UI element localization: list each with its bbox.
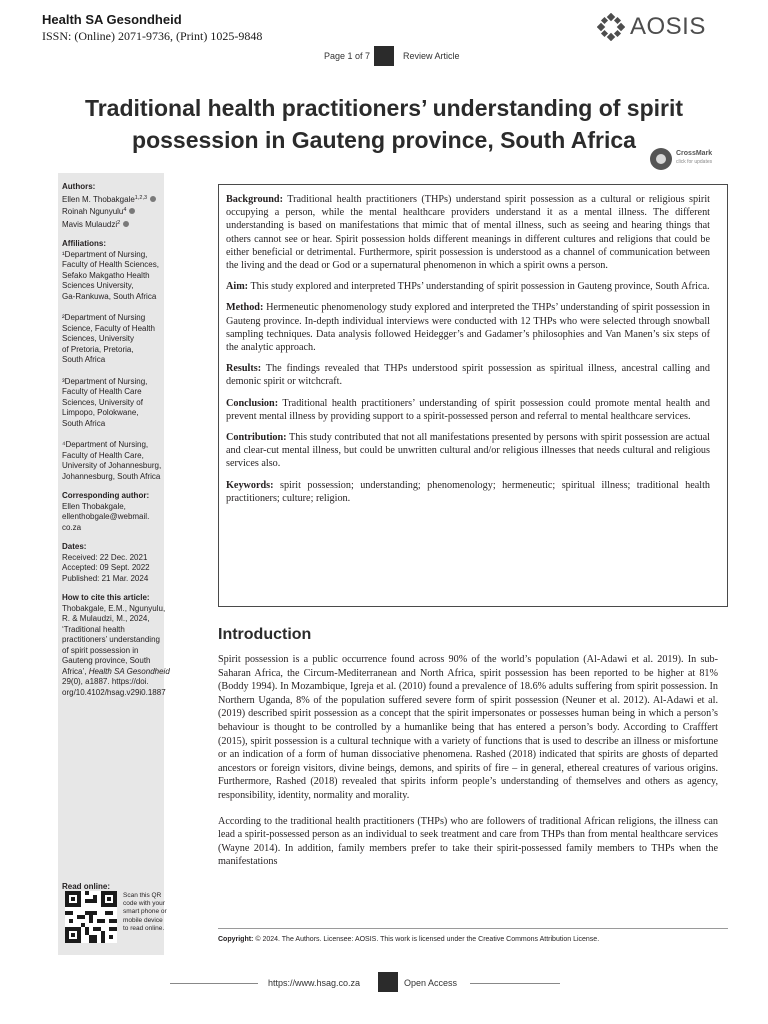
affiliation-line: South Africa [62, 418, 106, 428]
citation-line-journal [62, 667, 190, 678]
footer-url[interactable]: https://www.hsag.co.za [268, 978, 361, 988]
citation-line: of spirit possession in [62, 645, 139, 655]
abstract-text: Hermeneutic phenomenology study explored and interpreted the THPs’ understanding of spirit possession in Gauteng province. In-depth individual interviews were conducted with 12 THPs who were selected through snowball sampling techniques. Data analysis followed Heidegger’s and Gadamer’s philosophies and Van Manen’s six steps of the analytic approach. [226, 302, 710, 354]
author-item[interactable] [62, 193, 190, 206]
abstract-keywords [226, 479, 710, 505]
article-title-line-1: Traditional health practitioners’ understanding of spirit [84, 95, 684, 121]
date-accepted: Accepted: 09 Sept. 2022 [62, 563, 150, 572]
corresponding-name: Ellen Thobakgale, [62, 501, 126, 511]
copyright-label: Copyright: [218, 936, 254, 943]
journal-title: Health SA Gesondheid [42, 12, 182, 27]
affiliation-line: Faculty of Health Sciences, [62, 260, 159, 269]
affiliations-heading: Affiliations: [62, 239, 106, 248]
abstract-text: The findings revealed that THPs understood spirit possession as spiritual illness, ancestral calling and demonic spirit or witchcraft. [226, 363, 710, 388]
affiliation-item [62, 440, 190, 482]
citation-doi-cont[interactable]: org/10.4102/hsag.v29i0.1887 [62, 687, 166, 697]
affiliation-line: ³Department of Nursing, [62, 376, 148, 386]
page-number: Page 1 of 7 [323, 51, 370, 61]
date-received: Received: 22 Dec. 2021 [62, 552, 148, 562]
read-online-block [62, 876, 192, 932]
abstract-label: Method: [226, 302, 264, 314]
qr-text-line: mobile device [123, 916, 163, 924]
qr-instructions [123, 892, 187, 933]
author-sup: 4 [123, 207, 127, 213]
copyright-text: © 2024. The Authors. Licensee: AOSIS. This work is licensed under the Creative Commons Attribution License. [255, 936, 600, 943]
citation-line: Gauteng province, South [62, 656, 151, 665]
qr-text-line: code with your [123, 900, 165, 908]
footer-divider-left [170, 983, 258, 984]
affiliation-line: Limpopo, Polokwane, [62, 408, 139, 417]
corresponding-email[interactable]: ellenthobgale@webmail. [62, 512, 150, 521]
article-title-line-2: possession in Gauteng province, South Africa [132, 127, 636, 153]
affiliation-item [62, 250, 190, 303]
abstract-results [226, 362, 710, 388]
affiliation-line: Faculty of Health Care, [62, 450, 144, 460]
author-sup: 1,2,3 [134, 194, 148, 201]
abstract-label: Contribution: [226, 432, 287, 444]
read-online-heading: Read online: [62, 882, 111, 891]
footer-divider-right [470, 983, 560, 984]
affiliation-line: Science, Faculty of Health [62, 323, 155, 333]
abstract-label: Background: [226, 194, 283, 205]
affiliation-line: ¹Department of Nursing, [62, 249, 148, 259]
abstract-label: Results: [226, 363, 262, 375]
author-name: Mavis Mulaudzi [62, 219, 118, 229]
citation-line: Thobakgale, E.M., Ngunyulu, [62, 603, 166, 613]
abstract-aim [226, 280, 710, 293]
abstract-text: Traditional health practitioners (THPs) understand spirit possession as a cultural or religious spirit occupying a person, while the mental healthcare providers understand it as a mental illness. The different understanding is based on manifestations that mimic that of mental illness, such as seeing and hearing things that others cannot see or hear. Spirit possession holds different meanings in different cultures and religions that could be either beneficial or detrimental. Furthermore, spirit possession is understood as a channel of communication between the living and the dead or God or a supernatural phenomenon in which a spirit owns a person. [226, 194, 710, 272]
abstract-text: Traditional health practitioners’ understanding of spirit possession could promote mental health and prevent mental illness by providing support to a spirit-possessed person and referral to mental healthcare services. [226, 397, 710, 422]
affiliation-line: Sciences, University [62, 334, 135, 343]
abstract-label: Conclusion: [226, 397, 279, 409]
authors-heading: Authors: [62, 182, 96, 191]
affiliation-line: Johannesburg, South Africa [62, 471, 161, 481]
date-published: Published: 21 Mar. 2024 [62, 573, 149, 583]
citation-heading: How to cite this article: [62, 593, 150, 602]
author-item[interactable] [62, 205, 190, 218]
crossmark-label: CrossMark [676, 150, 713, 157]
dates-block [62, 542, 190, 584]
abstract-background [226, 193, 710, 272]
orcid-icon[interactable] [150, 196, 156, 202]
corresponding-email-cont[interactable]: co.za [62, 522, 82, 532]
aosis-logo-icon [597, 13, 625, 41]
affiliation-line: South Africa [62, 355, 106, 364]
author-sup: 2 [117, 219, 121, 226]
author-name: Roinah Ngunyulu [62, 207, 124, 216]
citation-line: ‘Traditional health [62, 624, 125, 634]
qr-text-line: smart phone or [123, 908, 167, 916]
citation-block [62, 593, 190, 698]
body-paragraph: Spirit possession is a public occurrence found across 90% of the world’s population (Al-Adawi et al. 2019). In sub-Saharan Africa, the Circum-Mediterranean and North Africa, spirit possession has been reported to be higher at 81% (Boddy 1994). In Mozambique, Igreja et al. (2010) found a prevalence of 18.6% adults suffering from spirit possession. In Northern Uganda, 8% of the population suffered severe form of spirit possession (Neuner et al. 2012). Al-Adawi et al. (2019) described spirit possession as a concept that the spirit impersonates or possesses human being in which a person’s behaviour is thought to be controlled by a humanlike being that has entered a person’s body. According to Crafffert (2015), spirit possession is a cultural technique with a variety of functions that is used to describe an illness or misfortune or an indication of a form of human dissociative phenomena. Rashed (2018) indicated that spirits are ghosts of departed ancestors or foreign visitors, divine beings, demons, and spirits of fire – in general, ethereal creatures of various origins. Furthermore, Rashed (2018) revealed that spirits inform people’s understanding of themselves and others as agency, responsibility, identity, normality and morality. [218, 654, 718, 801]
dates-heading: Dates: [62, 542, 87, 551]
authors-block [62, 182, 190, 230]
publisher-name: AOSIS [630, 13, 706, 40]
crossmark-icon [650, 148, 672, 170]
orcid-icon[interactable] [129, 208, 135, 214]
affiliation-line: Sciences University, [62, 281, 134, 290]
affiliation-line: Faculty of Health Care [62, 387, 142, 396]
affiliation-line: ⁴Department of Nursing, [62, 440, 149, 449]
abstract-contribution [226, 431, 710, 471]
qr-code-icon[interactable] [65, 891, 117, 943]
affiliation-line: Sefako Makgatho Health [62, 270, 150, 280]
publisher-logo[interactable] [597, 13, 737, 41]
footer-marker-square [378, 972, 398, 992]
citation-journal: Health SA Gesondheid [88, 666, 170, 676]
page-marker-square [374, 46, 394, 66]
article-type: Review Article [403, 51, 460, 61]
crossmark-badge[interactable] [650, 147, 730, 171]
qr-text-line: Scan this QR [123, 892, 162, 899]
abstract-label: Aim: [226, 281, 249, 293]
abstract-label: Keywords: [226, 479, 274, 491]
author-name: Ellen M. Thobakgale [62, 194, 135, 204]
affiliation-item [62, 377, 190, 430]
abstract-text: This study contributed that not all manifestations presented by persons with spirit possession are actual and clear-cut mental illness, but could be unwritten cultural and/or religious illnesses that needs cultural and religious services also. [226, 432, 710, 470]
affiliation-line: Sciences, University of [62, 397, 143, 407]
abstract-conclusion [226, 397, 710, 423]
sidebar-content [62, 182, 190, 707]
affiliation-line: University of Johannesburg, [62, 461, 162, 470]
author-item[interactable] [62, 218, 190, 231]
introduction-heading: Introduction [218, 626, 312, 643]
affiliations-block [62, 239, 190, 482]
orcid-icon[interactable] [123, 221, 129, 227]
copyright-notice [218, 936, 728, 943]
abstract-text: spirit possession; understanding; phenomenology; hermeneutic; spiritual illness; traditional health practitioners; culture; religion. [226, 479, 710, 504]
affiliation-line: of Pretoria, Pretoria, [62, 344, 134, 354]
article-title [40, 92, 728, 156]
issn: ISSN: (Online) 2071-9736, (Print) 1025-9848 [42, 29, 263, 43]
body-paragraph: According to the traditional health practitioners (THPs) who are followers of traditional African religions, the illness can lead a spirit-possessed person as an individual to seek treatment and care from THPs than from mental healthcare services (Wayne 2014). In addition, family members prefer to take their spirit-possessed family members to THPs when the manifestations [218, 815, 718, 868]
introduction-body [218, 653, 718, 881]
citation-line: R. & Mulaudzi, M., 2024, [62, 614, 150, 623]
affiliation-line: Ga-Rankuwa, South Africa [62, 291, 157, 301]
citation-text: Africa’, [62, 666, 87, 676]
abstract [226, 193, 710, 505]
footer-access: Open Access [404, 978, 458, 988]
qr-text-line: to read online. [123, 924, 165, 932]
abstract-text: This study explored and interpreted THPs’ understanding of spirit possession in Gauteng province, South Africa. [250, 281, 710, 293]
page-marker [316, 46, 496, 68]
citation-doi[interactable]: 29(0), a1887. https://doi. [62, 677, 149, 686]
copyright-divider [218, 928, 728, 929]
affiliation-line: ²Department of Nursing [62, 313, 146, 322]
crossmark-sub: click for updates [676, 159, 713, 165]
corresponding-block [62, 491, 190, 533]
affiliation-item [62, 313, 190, 366]
citation-line: practitioners’ understanding [62, 635, 160, 644]
abstract-method [226, 301, 710, 354]
corresponding-heading: Corresponding author: [62, 491, 150, 500]
